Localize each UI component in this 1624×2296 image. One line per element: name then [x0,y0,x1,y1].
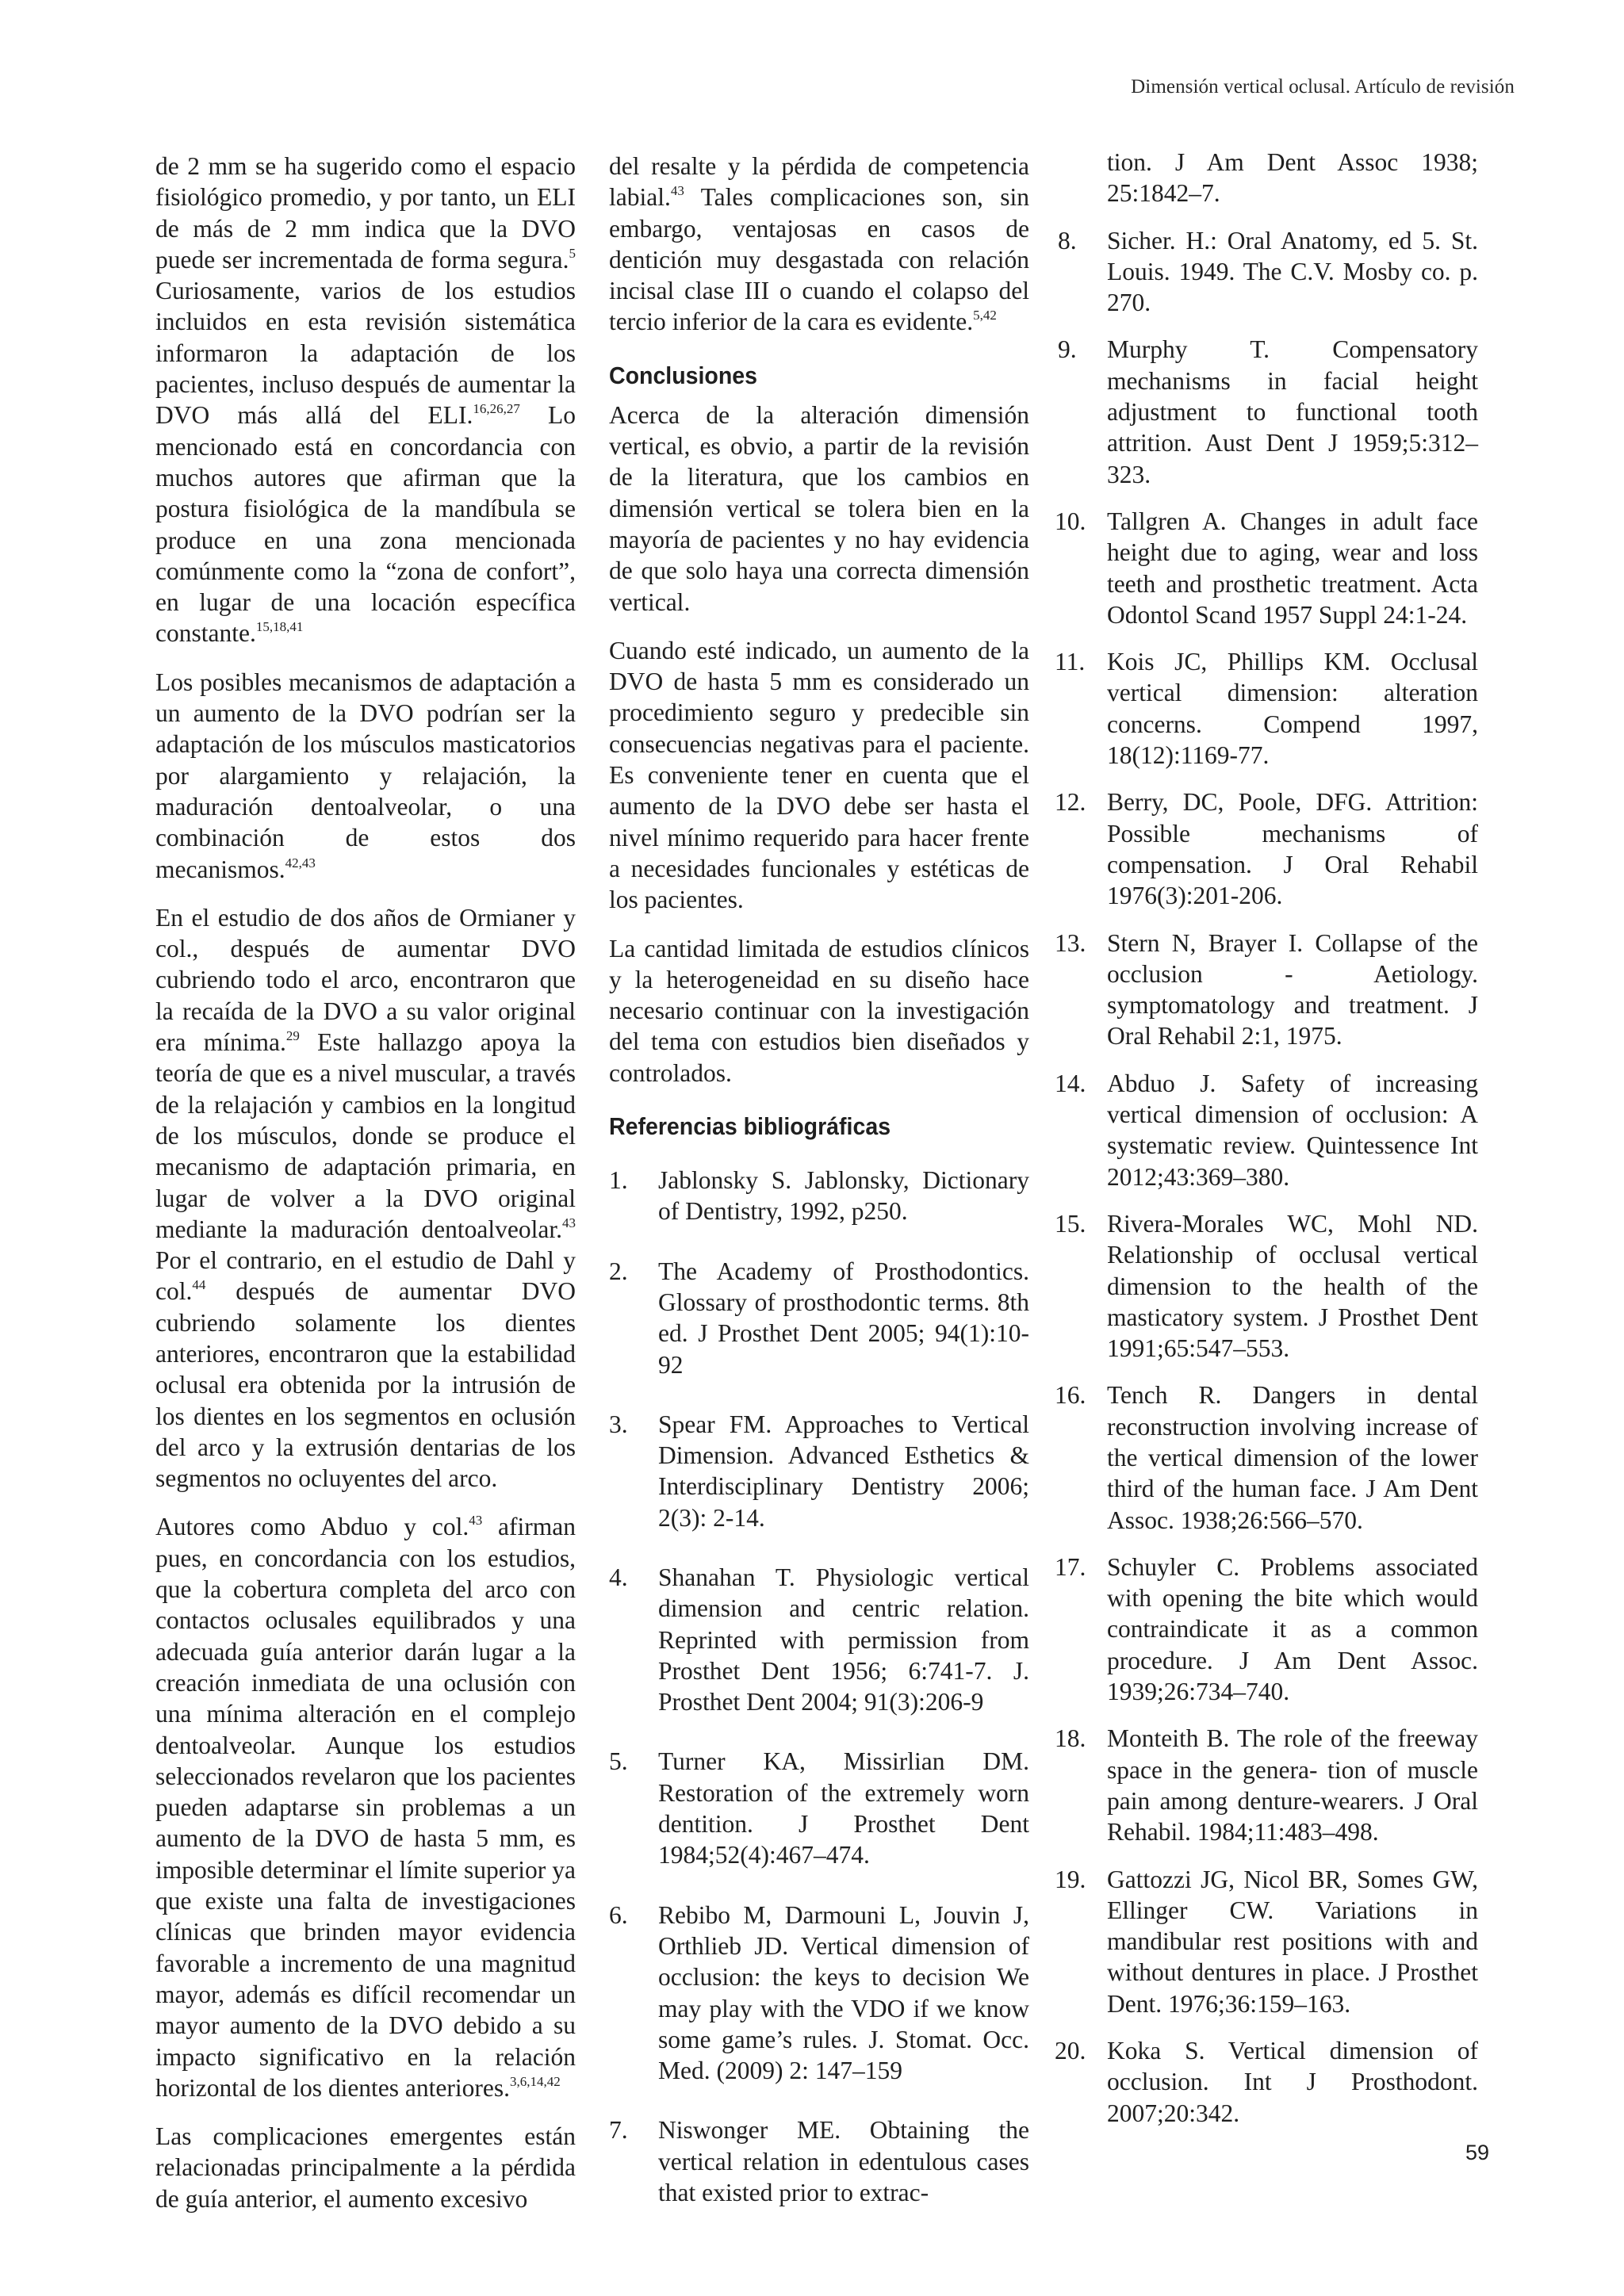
reference-list-continued [1055,147,1478,2129]
body-paragraph: Las complicaciones emergentes están relacionadas principalmente a la pérdida de guía anterior, el aumento excesivo [155,2122,576,2213]
page-number: 59 [1465,2141,1489,2164]
body-paragraph: Cuando esté indicado, un aumento de la DVO de hasta 5 mm es considerado un procedimiento seguro y predecible sin consecuencias negativas para el paciente. Es conveniente tener en cuenta que el aumento de la DVO debe ser hasta el nivel mínimo requerido para hacer frente a necesidades funcionales y estéticas de los pacientes. [609,636,1029,914]
reference-item: 4. Shanahan T. Physiologic vertical dimension and centric relation. Reprinted with permission from Prosthet Dent 1956; 6:741-7. J. Prosthet Dent 2004; 91(3):206-9 [609,1563,1029,1716]
section-heading-referencias: Referencias bibliográficas [609,1112,891,1141]
reference-item: 1. Jablonsky S. Jablonsky, Dictionary of Dentistry, 1992, p250. [609,1166,1029,1226]
body-paragraph: La cantidad limitada de estudios clínicos y la heterogeneidad en su diseño hace necesario continuar con la investigación del tema con estudios bien diseñados y controlados. [609,934,1029,1087]
reference-item: 7. Niswonger ME. Obtaining the vertical relation in edentulous cases that existed prior to extrac- [609,2116,1029,2207]
text-column-right [1055,147,1478,2145]
body-paragraph: del resalte y la pérdida de competencia labial.$^{43}$ Tales complicaciones son, sin embargo, ventajosas en casos de dentición muy desgastada con relación incisal clase III o cuando el colapso del tercio inferior de la cara es evidente.$^{5,42}$ [609,152,1029,336]
citation: 3,6,14,42 [509,2073,561,2089]
body-paragraph: Autores como Abduo y col.$^{43}$ afirman pues, en concordancia con los estudios, que la cobertura completa del arco con contactos oclusales equilibrados y una adecuada guía anterior darán lugar a la creación inmediata de una oclusión con una mínima alteración en el complejo dentoalveolar. Aunque los estudios seleccionados revelaron que los pacientes pueden adaptarse sin problemas a un aumento de la DVO de hasta 5 mm, es imposible determinar el límite superior ya que existe una falta de investigaciones clínicas que brinden mayor evidencia favorable a incremento de una magnitud mayor, además es difícil recomendar un mayor aumento de la DVO debido a su impacto significativo en la relación horizontal de los dientes anteriores.$^{3,6,14,42}$ [155,1513,576,2102]
reference-item: 6. Rebibo M, Darmouni L, Jouvin J, Orthlieb JD. Vertical dimension of occlusion: the keys to decision We may play with the VDO if we know some game’s rules. J. Stomat. Occ. Med. (2009) 2: 147–159 [609,1900,1029,2085]
reference-item: 2. The Academy of Prosthodontics. Glossary of prosthodontic terms. 8th ed. J Prosthet Dent 2005; 94(1):10-92 [609,1257,1029,1379]
reference-item: 10. Tallgren A. Changes in adult face height due to aging, wear and loss teeth and prosthetic treatment. Acta Odontol Scand 1957 Suppl 24:1-24. [1055,507,1478,629]
reference-item: 8. Sicher. H.: Oral Anatomy, ed 5. St. Louis. 1949. The C.V. Mosby co. p. 270. [1058,226,1478,317]
text-column-middle [609,151,1029,2208]
reference-item: 3. Spear FM. Approaches to Vertical Dimension. Advanced Esthetics & Interdisciplinary Dentistry 2006; 2(3): 2-14. [609,1410,1029,1532]
text-column-left [155,151,576,2214]
reference-item: 18. Monteith B. The role of the freeway space in the genera- tion of muscle pain among denture-wearers. J Oral Rehabil. 1984;11:483–498. [1055,1724,1478,1846]
body-paragraph: Los posibles mecanismos de adaptación a un aumento de la DVO podrían ser la adaptación de los músculos masticatorios por alargamiento y relajación, la maduración dentoalveolar, o una combinación de estos dos mecanismos.$^{42,43}$ [155,668,576,883]
citation: 43 [670,183,684,199]
reference-item: 11. Kois JC, Phillips KM. Occlusal vertical dimension: alteration concerns. Compend 1997, 18(12):1169-77. [1055,648,1478,770]
body-paragraph: En el estudio de dos años de Ormianer y col., después de aumentar DVO cubriendo todo el arco, encontraron que la recaída de la DVO a su valor original era mínima.$^{29}$ Este hallazgo apoya la teoría de que es a nivel muscular, a través de la relajación y cambios en la longitud de los músculos, donde se produce el mecanismo de adaptación primaria, en lugar de volver a la DVO original mediante la maduración dentoalveolar.$^{43}$ Por el contrario, en el estudio de Dahl y col.$^{44}$ después de aumentar DVO cubriendo solamente los dientes anteriores, encontraron que la estabilidad oclusal era obtenida por la intrusión de los dientes en los segmentos en oclusión del arco y la extrusión dentarias de los segmentos no ocluyentes del arco. [155,903,576,1493]
reference-item: 13. Stern N, Brayer I. Collapse of the occlusion - Aetiology. symptomatology and treatment. J Oral Rehabil 2:1, 1975. [1055,928,1478,1050]
reference-item: 16. Tench R. Dangers in dental reconstruction involving increase of the vertical dimension of the lower third of the human face. J Am Dent Assoc. 1938;26:566–570. [1055,1381,1478,1534]
reference-item: 9. Murphy T. Compensatory mechanisms in facial height adjustment to functional tooth attrition. Aust Dent J 1959;5:312–323. [1058,335,1478,488]
citation: 43 [469,1513,483,1529]
reference-list [609,1165,1029,2208]
reference-item: 15. Rivera-Morales WC, Mohl ND. Relationship of occlusal vertical dimension to the health of the masticatory system. J Prosthet Dent 1991;65:547–553. [1055,1209,1478,1363]
citation: 43 [562,1215,576,1230]
reference-item: 14. Abduo J. Safety of increasing vertical dimension of occlusion: A systematic review. Quintessence Int 2012;43:369–380. [1055,1069,1478,1191]
citation: 16,26,27 [473,401,520,417]
reference-item: 5. Turner KA, Missirlian DM. Restoration of the extremely worn dentition. J Prosthet Dent 1984;52(4):467–474. [609,1747,1029,1869]
citation: 15,18,41 [255,619,304,635]
citation: 5,42 [973,308,997,323]
running-header: Dimensión vertical oclusal. Artículo de revisión [1131,76,1515,98]
body-paragraph: de 2 mm se ha sugerido como el espacio fisiológico promedio, y por tanto, un ELI de más de 2 mm indica que la DVO puede ser incrementada de forma segura.$^5$ Curiosamente, varios de los estudios incluidos en esta revisión sistemática informaron la adaptación de los pacientes, incluso después de aumentar la DVO más allá del ELI.$^{16,26,27}$ Lo mencionado está en concordancia con muchos autores que afirman que la postura fisiológica de la mandíbula se produce en una zona mencionada comúnmente como la “zona de confort”, en lugar de una locación específica constante.$^{15,18,41}$ [155,152,576,648]
reference-item: 20. Koka S. Vertical dimension of occlusion. Int J Prosthodont. 2007;20:342. [1055,2037,1478,2127]
citation: 29 [285,1028,300,1044]
body-paragraph: Acerca de la alteración dimensión vertical, es obvio, a partir de la revisión de la literatura, que los cambios en dimensión vertical se tolera bien en la mayoría de pacientes y no hay evidencia de que solo haya una correcta dimensión vertical. [609,400,1029,616]
section-heading-conclusiones: Conclusiones [609,361,758,389]
reference-item: 17. Schuyler C. Problems associated with opening the bite which would contraindicate it as a common procedure. J Am Dent Assoc. 1939;26:734–740. [1055,1552,1478,1706]
reference-item: 12. Berry, DC, Poole, DFG. Attrition: Possible mechanisms of compensation. J Oral Rehabil 1976(3):201-206. [1055,788,1478,910]
citation: 5 [569,245,576,261]
reference-item-continuation: tion. J Am Dent Assoc 1938; 25:1842–7. [1107,148,1478,208]
reference-item: 19. Gattozzi JG, Nicol BR, Somes GW, Ellinger CW. Variations in mandibular rest positions with and without dentures in place. J Prosthet Dent. 1976;36:159–163. [1055,1865,1478,2018]
citation: 42,43 [285,855,316,871]
citation: 44 [192,1277,206,1293]
